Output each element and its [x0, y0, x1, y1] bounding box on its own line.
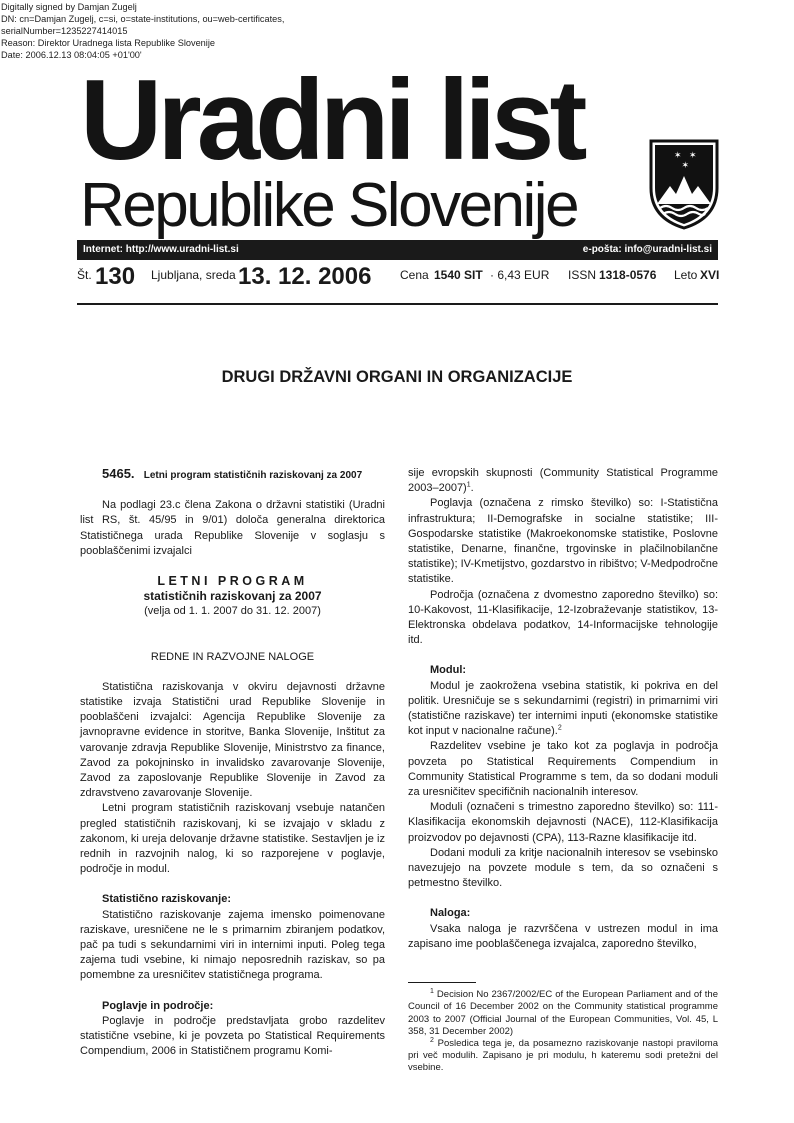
paragraph: sije evropskih skupnosti (Community Statistical Programme 2003–2007)	[408, 467, 718, 495]
paragraph: Poglavje in področje predstavljata grobo razdelitev statistične vsebine, ki je povzeta po Statistical Requirements Compendium, 2006 in Statističnem programu Komi-	[80, 1014, 385, 1058]
act-title: Letni program statističnih raziskovanj za 2007	[143, 470, 363, 481]
paragraph: Poglavja (označena z rimsko številko) so: I-Statistična infrastruktura; II-Demografske in socialne statistike; III-Gospodarske statistike (Makroekonomske statistike, Poslovne statistike, Denarne, finančne, trgovinske in plačilnobilančne statistike); IV-Kmetijstvo, gozdarstvo in ribištvo; V-Medpodročne statistike.	[408, 497, 718, 586]
program-validity: (velja od 1. 1. 2007 do 31. 12. 2007)	[144, 605, 321, 618]
paragraph: Statistično raziskovanje zajema imensko poimenovane raziskave, uresničene ne le s primarnim zbiranjem podatkov, pač pa tudi s sekundarnimi viri in internimi inputi. Poleg tega zajema tudi vsebine, ki nimajo neposrednih raziskav, so pa pomembne za uresničitev statističnega programa.	[80, 908, 385, 982]
masthead-title: Uradni list	[80, 57, 583, 184]
act-number: 5465.	[102, 466, 135, 481]
footnote-ref[interactable]: 2	[557, 724, 562, 732]
issue-number-label: Št.	[77, 268, 92, 282]
footnote-2: Posledica tega je, da posamezno raziskovanje nastopi praviloma pri več modulih. Zapisano je pri modulu, h kateremu sodi pretežni del vsebine.	[408, 1037, 718, 1074]
signature-line: DN: cn=Damjan Zugelj, c=si, o=state-institutions, ou=web-certificates,	[1, 14, 285, 24]
year-label: Leto	[674, 268, 698, 282]
paragraph: Letni program statističnih raziskovanj vsebuje natančen pregled statističnih raziskovanj, ki se izvajajo v skladu z zakonom, ki ureja delovanje državne statistike. Sestavljen je iz rednih in razvojnih nalog, ki so razporejene v poglavje, področje in modul.	[80, 802, 385, 876]
issue-place-day: Ljubljana, sreda	[151, 268, 236, 282]
subheading-chapter-area: Poglavje in področje:	[102, 999, 214, 1012]
price-label: Cena	[400, 268, 429, 282]
paragraph: Področja (označena z dvomestno zaporedno številko) so: 10-Kakovost, 11-Klasifikacije, 12-Izobraževanje statistikov, 13-Elektronska obdelava podatkov, 14-Informacijske tehnologije itd.	[408, 588, 718, 647]
footnote-rule	[408, 982, 476, 983]
left-column	[80, 466, 385, 1060]
intro-paragraph: Na podlagi 23.c člena Zakona o državni statistiki (Uradni list RS, št. 45/95 in 9/01) določa generalna direktorica Statističnega urada Republike Slovenije v soglasju s pooblaščenimi izvajalci	[80, 499, 385, 557]
footnote-mark: 1	[430, 987, 434, 995]
footnote-1: Decision No 2367/2002/EC of the European Parliament and of the Council of 16 December 2002 on the Community statistical programme 2003 to 2007 (Official Journal of the European Communities, Vol. 45, L 358, 31 December 2002)	[408, 989, 719, 1037]
paragraph: Razdelitev vsebine je tako kot za poglavja in področja povzeta po Statistical Requirements Compendium in Community Statistical Programme s tem, da so dodani moduli za uresničitev specifičnih nacionalnih interesov.	[408, 740, 718, 799]
paragraph: Moduli (označeni s trimestno zaporedno številko) so: 111-Klasifikacija ekonomskih dejavnosti (NACE), 112-Klasifikacija proizvodov po dejavnosti (CPA), 113-Razne klasifikacije itd.	[408, 801, 718, 844]
signature-line: Digitally signed by Damjan Zugelj	[1, 2, 137, 12]
svg-text:✶: ✶	[674, 151, 682, 161]
issn-label: ISSN	[568, 268, 597, 282]
price-sit: 1540 SIT	[434, 268, 483, 282]
slovenia-coat-of-arms-icon	[648, 138, 720, 230]
header-rule	[77, 303, 718, 305]
contact-bar	[77, 240, 718, 260]
email-address[interactable]: e-pošta: info@uradni-list.si	[582, 244, 712, 255]
subheading-task: Naloga:	[430, 907, 471, 920]
internet-address[interactable]: Internet: http://www.uradni-list.si	[83, 244, 239, 255]
footnote-ref[interactable]: 1	[466, 481, 471, 489]
paragraph: Statistična raziskovanja v okviru dejavnosti državne statistike izvaja Statistični urad Republike Slovenije in pooblaščeni izvajalci: Agencija Republike Slovenije za javnopravne evidence in storitve, Banka Slovenije, Inštitut za varovanje zdravja Republike Slovenije, Ministrstvo za finance, Zavod za pokojninsko in invalidsko zavarovanje Slovenije, Zavod za zaposlovanje Republike Slovenije in Zavod za zdravstveno zavarovanje Slovenije.	[80, 680, 385, 800]
tasks-heading: REDNE IN RAZVOJNE NALOGE	[150, 650, 315, 663]
masthead-subtitle: Republike Slovenije	[80, 171, 578, 240]
footnote-mark: 2	[430, 1036, 434, 1044]
issn-value: 1318-0576	[599, 268, 657, 282]
signature-line: Date: 2006.12.13 08:04:05 +01'00'	[1, 50, 142, 60]
signature-line: Reason: Direktor Uradnega lista Republike Slovenije	[1, 38, 215, 48]
subheading-statistical-survey: Statistično raziskovanje:	[102, 893, 231, 906]
paragraph: Modul je zaokrožena vsebina statistik, ki pokriva en del politik. Uresničuje se s sekundarnimi (registri) in primarnimi viri (statistične raziskave) ter internimi inputi (ekonomske statistike kot input v nacionalne račune).	[408, 679, 718, 738]
svg-text:✶: ✶	[681, 161, 690, 171]
paragraph: Vsaka naloga je razvrščena v ustrezen modul in ima zapisano ime pooblaščenega izvajalca, zaporedno številko,	[408, 922, 718, 950]
issue-info	[77, 262, 718, 294]
signature-line: serialNumber=1235227414015	[1, 26, 128, 36]
svg-text:✶: ✶	[689, 151, 697, 161]
paragraph-end: .	[470, 482, 474, 495]
subheading-module: Modul:	[430, 664, 467, 677]
right-column	[408, 466, 718, 1075]
issue-number: 130	[95, 263, 136, 290]
program-subheading: statističnih raziskovanj za 2007	[143, 589, 322, 604]
section-title: DRUGI DRŽAVNI ORGANI IN ORGANIZACIJE	[221, 368, 573, 386]
year-value: XVI	[700, 268, 720, 282]
digital-signature-block	[1, 1, 284, 61]
program-heading: LETNI PROGRAM	[157, 574, 308, 589]
paragraph: Dodani moduli za kritje nacionalnih interesov se vsebinsko navezujejo na povzete module s tem, da so označeni s petmestno številko.	[408, 846, 718, 890]
issue-date: 13. 12. 2006	[238, 263, 372, 290]
price-eur: · 6,43 EUR	[490, 268, 550, 282]
